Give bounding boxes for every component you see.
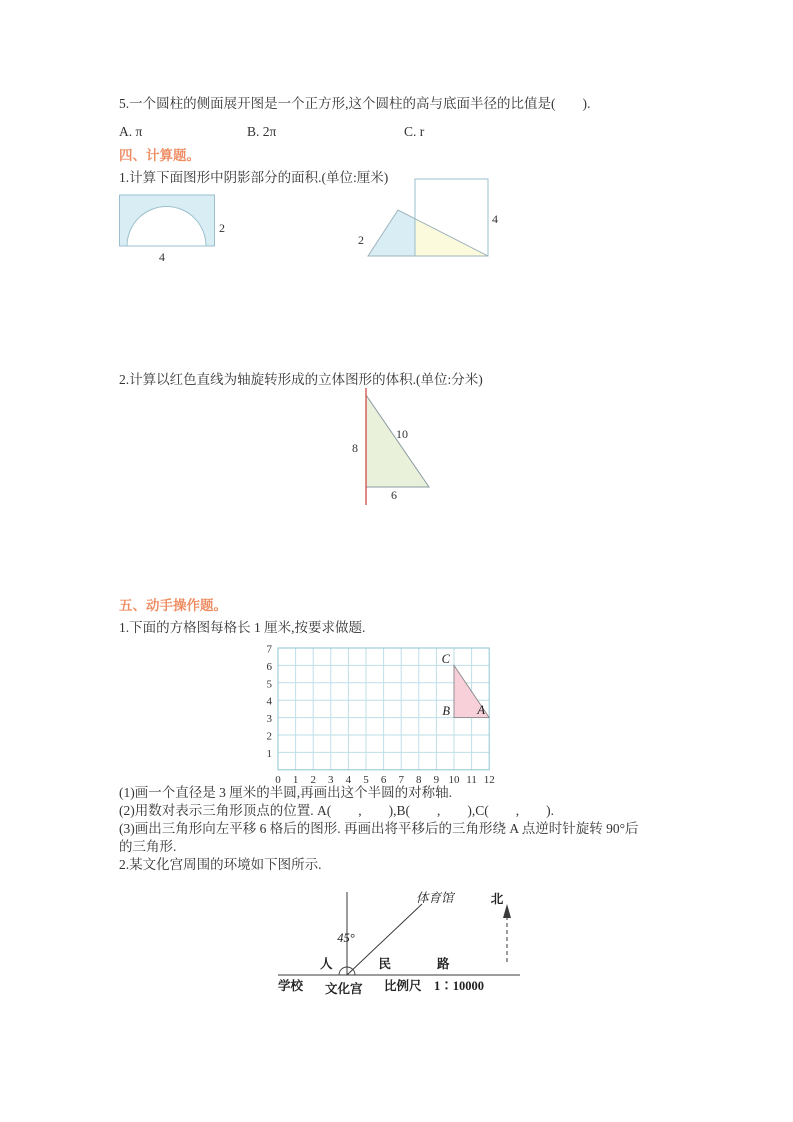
grid-y-label: 6	[266, 660, 272, 673]
rotation-triangle-figure	[338, 386, 472, 512]
grid-x-label: 10	[448, 774, 460, 786]
section-5-q2-text: 2.某文化宫周围的环境如下图所示.	[119, 857, 322, 872]
section-5-q1-text: 1.下面的方格图每格长 1 厘米,按要求做题.	[119, 620, 366, 635]
gym-label: 体育馆	[416, 891, 454, 905]
palace-label: 文化宫	[325, 982, 363, 996]
grid-x-label: 2	[310, 774, 316, 786]
section-4-q1-text: 1.计算下面图形中阴影部分的面积.(单位:厘米)	[119, 170, 389, 185]
grid-figure	[256, 640, 518, 792]
semicircle-in-rectangle-figure	[118, 188, 242, 274]
vertex-c-label: C	[441, 652, 450, 666]
section-5-sub1-text: (1)画一个直径是 3 厘米的半圆,再画出这个半圆的对称轴.	[119, 785, 452, 800]
grid-x-label: 12	[483, 774, 495, 786]
section-4-heading: 四、计算题。	[119, 148, 200, 163]
question-5-option-c: C. r	[404, 124, 425, 139]
angle-label: 45°	[337, 931, 355, 945]
grid-y-label: 2	[266, 730, 272, 743]
grid-y-label: 7	[266, 643, 272, 656]
road-name-label: 人民路	[320, 957, 496, 971]
grid-y-label: 4	[266, 695, 272, 708]
grid-y-label: 3	[266, 713, 272, 726]
fig3-hypotenuse-label: 10	[396, 427, 408, 441]
blue-triangle-shape	[368, 210, 415, 256]
grid-x-label: 1	[292, 774, 299, 786]
grid-x-label: 11	[466, 774, 477, 786]
north-arrow-head-icon	[503, 904, 511, 918]
fig1-side-label: 2	[219, 221, 225, 235]
vertex-b-label: B	[442, 704, 450, 718]
section-4-q2-text: 2.计算以红色直线为轴旋转形成的立体图形的体积.(单位:分米)	[119, 372, 483, 387]
grid-x-label: 9	[433, 774, 440, 786]
right-triangle-shape	[366, 395, 429, 487]
section-5-sub3-text-line1: (3)画出三角形向左平移 6 格后的图形. 再画出将平移后的三角形绕 A 点逆时针旋转 90°后	[119, 821, 639, 836]
grid-x-label: 0	[275, 774, 281, 786]
grid-y-label: 5	[266, 678, 272, 691]
grid-x-label: 6	[380, 774, 387, 786]
section-5-sub3-text-line2: 的三角形.	[119, 839, 177, 854]
fig3-left-label: 8	[352, 441, 358, 455]
question-5-option-b: B. 2π	[247, 124, 277, 139]
grid-y-label: 1	[266, 747, 272, 760]
school-label: 学校	[278, 979, 304, 993]
north-label: 北	[490, 892, 504, 906]
square-with-triangles-figure	[356, 174, 514, 274]
fig1-bottom-label: 4	[159, 250, 165, 264]
question-5-option-a: A. π	[119, 124, 143, 139]
grid-x-label: 8	[416, 774, 422, 786]
grid-x-label: 4	[345, 774, 352, 786]
grid-x-label: 7	[398, 774, 404, 786]
vertex-a-label: A	[477, 703, 485, 717]
section-5-heading: 五、动手操作题。	[119, 598, 227, 613]
fig3-bottom-label: 6	[391, 488, 397, 502]
grid-x-label: 3	[328, 774, 334, 786]
scale-label: 比例尺 1∶10000	[384, 979, 485, 993]
question-5-text: 5.一个圆柱的侧面展开图是一个正方形,这个圆柱的高与底面半径的比值是( ).	[119, 96, 591, 111]
fig2-left-label: 2	[358, 233, 364, 247]
section-5-sub2-text: (2)用数对表示三角形顶点的位置. A( , ),B( , ),C( , ).	[119, 803, 554, 818]
fig2-right-label: 4	[492, 212, 498, 226]
grid-x-label: 5	[363, 774, 369, 786]
map-figure	[268, 876, 540, 1001]
